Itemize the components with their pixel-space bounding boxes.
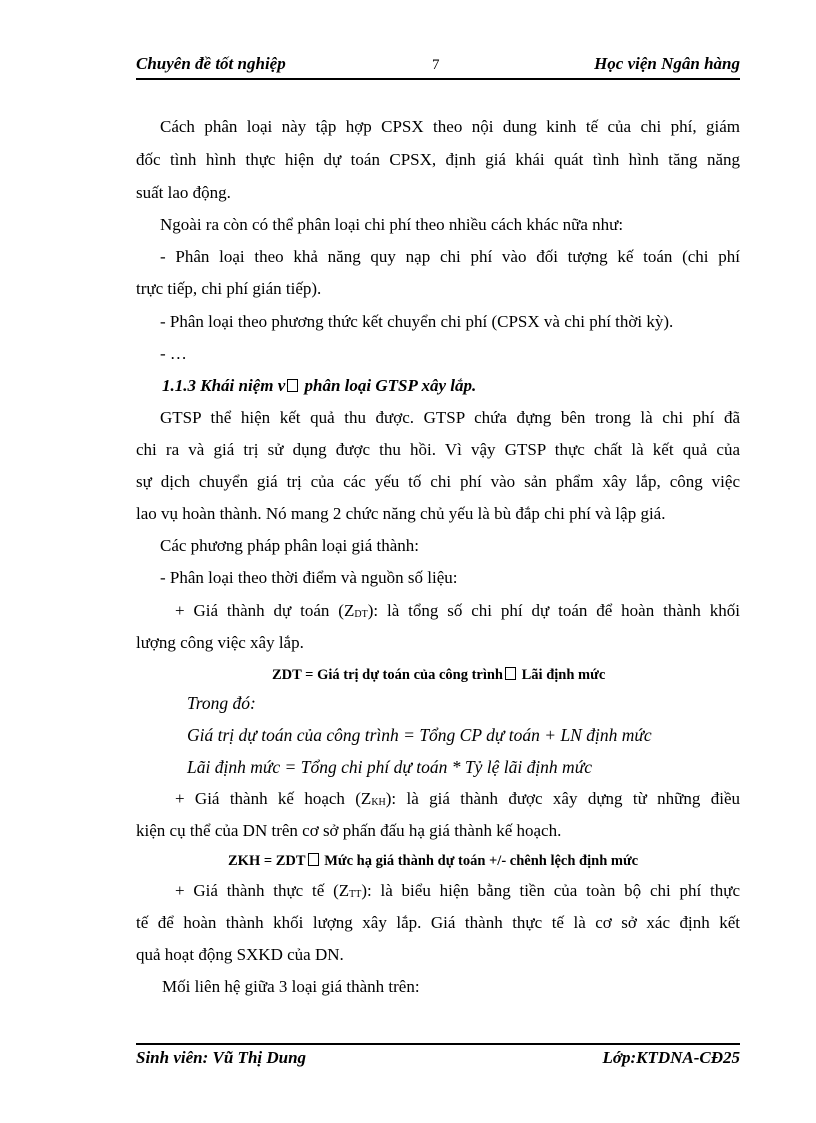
paragraph-line: + Giá thành kế hoạch $(Z_{KH})$: là giá thành được xây dựng từ những điều (175, 789, 740, 808)
formula: ZKH = ZDT Mức hạ giá thành dự toán +/- chênh lệch định mức (228, 853, 639, 869)
paragraph-line: Ngoài ra còn có thể phân loại chi phí theo nhiều cách khác nữa như: (160, 215, 624, 234)
header-document-title: Chuyên đề tốt nghiệp (136, 54, 286, 73)
list-item: - Phân loại theo phương thức kết chuyển chi phí (CPSX và chi phí thời kỳ). (160, 312, 674, 331)
footer-student-name: Sinh viên: Vũ Thị Dung (136, 1048, 307, 1067)
paragraph-line: Các phương pháp phân loại giá thành: (160, 536, 419, 555)
missing-glyph-box (287, 379, 298, 392)
footer-class: Lớp:KTDNA-CĐ25 (602, 1048, 740, 1067)
list-item: - Phân loại theo thời điểm và nguồn số liệu: (160, 568, 458, 587)
paragraph-line: chi ra và giá trị sử dụng được thu hồi. Vì vậy GTSP thực chất là kết quả của (136, 440, 740, 459)
italic-note: Trong đó: (187, 693, 256, 713)
list-item-continued: trực tiếp, chi phí gián tiếp). (136, 279, 322, 298)
paragraph-line: sự dịch chuyển giá trị của các yếu tố chi phí vào sản phẩm xây lắp, công việc (136, 472, 740, 491)
paragraph-line: lao vụ hoàn thành. Nó mang 2 chức năng chủ yếu là bù đắp chi phí và lập giá. (136, 504, 666, 523)
section-heading: 1.1.3 Khái niệm v phân loại GTSP xây lắp. (162, 376, 477, 395)
page-footer (136, 1043, 740, 1075)
header-institution: Học viện Ngân hàng (594, 54, 740, 73)
italic-note: Giá trị dự toán của công trình = Tổng CP dự toán + LN định mức (187, 725, 652, 745)
paragraph-line: + Giá thành thực tế $(Z_{TT})$: là biểu hiện bằng tiền của toàn bộ chi phí thực (175, 881, 740, 900)
paragraph-line: GTSP thể hiện kết quả thu được. GTSP chứa đựng bên trong là chi phí đã (160, 408, 740, 427)
missing-glyph-box (505, 667, 516, 680)
formula: ZDT = Giá trị dự toán của công trình Lãi định mức (272, 667, 606, 683)
italic-note: Lãi định mức = Tổng chi phí dự toán * Tỷ lệ lãi định mức (187, 757, 593, 777)
paragraph-line: Cách phân loại này tập hợp CPSX theo nội dung kinh tế của chi phí, giám (160, 117, 740, 136)
paragraph-line: tế để hoàn thành khối lượng xây lắp. Giá thành thực tế là cơ sở xác định kết (136, 913, 740, 932)
paragraph-line: quả hoạt động SXKD của DN. (136, 945, 344, 964)
paragraph-line: suất lao động. (136, 183, 231, 202)
page-header (136, 52, 740, 80)
paragraph-line: đốc tình hình thực hiện dự toán CPSX, định giá khái quát tình hình tăng năng (136, 150, 740, 169)
page-number: 7 (432, 57, 440, 73)
paragraph-line: + Giá thành dự toán $(Z_{DT})$: là tổng số chi phí dự toán để hoàn thành khối (175, 601, 740, 620)
missing-glyph-box (308, 853, 319, 866)
paragraph-line: kiện cụ thể của DN trên cơ sở phấn đấu hạ giá thành kế hoạch. (136, 821, 562, 840)
list-item: - … (160, 344, 187, 363)
paragraph-line: Mối liên hệ giữa 3 loại giá thành trên: (162, 977, 420, 996)
list-item: - Phân loại theo khả năng quy nạp chi phí vào đối tượng kế toán (chi phí (160, 247, 740, 266)
paragraph-line: lượng công việc xây lắp. (136, 633, 304, 652)
